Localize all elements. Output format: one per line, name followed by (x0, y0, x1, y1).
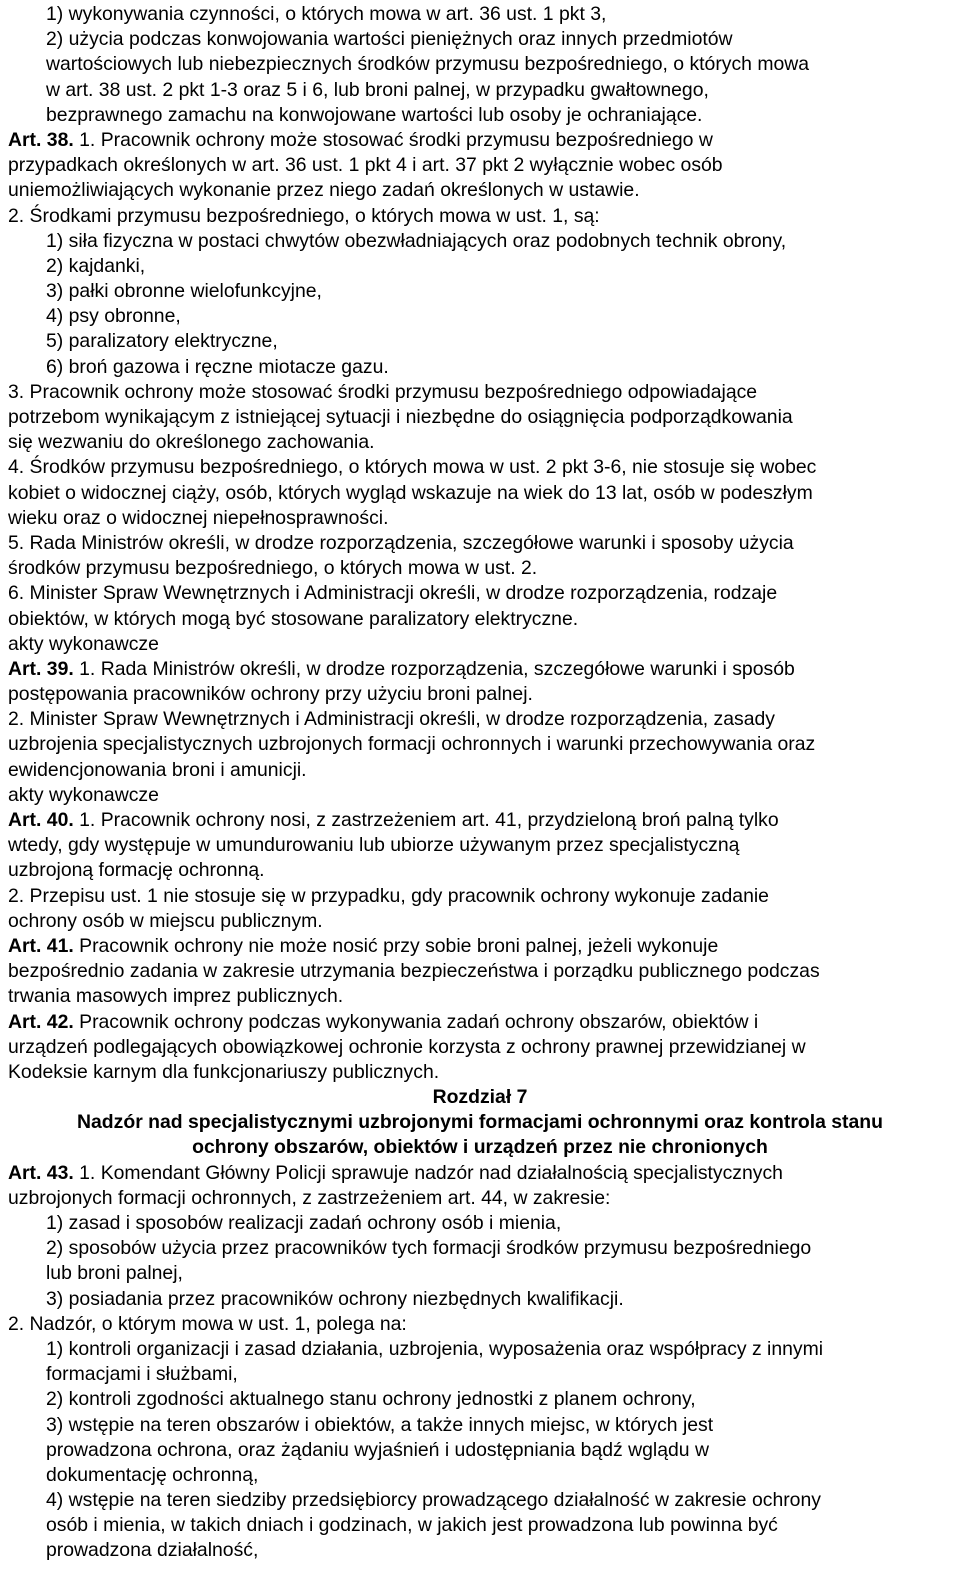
line-text: 1) wykonywania czynności, o których mowa w art. 36 ust. 1 pkt 3, (46, 3, 607, 25)
line-text: w art. 38 ust. 2 pkt 1-3 oraz 5 i 6, lub broni palnej, w przypadku gwałtownego, (46, 78, 709, 101)
text-line (8, 1337, 952, 1362)
line-text: 1) zasad i sposobów realizacji zadań ochrony osób i mienia, (46, 1212, 562, 1234)
line-text: Pracownik ochrony podczas wykonywania zadań ochrony obszarów, obiektów i (73, 1010, 759, 1033)
line-text: potrzebom wynikającym z istniejącej sytuacji i niezbędne do osiągnięcia podporządkowania (8, 406, 793, 428)
line-text: dokumentację ochronną, (46, 1463, 259, 1486)
text-line (8, 808, 952, 833)
line-text: wartościowych lub niebezpiecznych środków przymusu bezpośredniego, o których mowa (46, 53, 810, 76)
text-line (8, 1085, 952, 1110)
line-text: środków przymusu bezpośredniego, o których mowa w ust. 2. (8, 557, 538, 580)
line-text: Pracownik ochrony nie może nosić przy sobie broni palnej, jeżeli wykonuje (73, 934, 719, 957)
text-line (8, 984, 952, 1009)
line-text: uzbrojoną formację ochronną. (8, 859, 265, 882)
line-text: 3. Pracownik ochrony może stosować środki przymusu bezpośredniego odpowiadające (8, 380, 758, 403)
text-line (8, 405, 952, 430)
line-text: akty wykonawcze (8, 632, 159, 655)
line-text: bezpośrednio zadania w zakresie utrzymania bezpieczeństwa i porządku publicznego podczas (8, 960, 820, 983)
text-line (8, 1287, 952, 1312)
text-line (8, 430, 952, 455)
text-line (8, 783, 952, 808)
text-line (8, 279, 952, 304)
text-line (8, 2, 952, 27)
line-text: 2. Środkami przymusu bezpośredniego, o których mowa w ust. 1, są: (8, 204, 600, 227)
line-text: postępowania pracowników ochrony przy użyciu broni palnej. (8, 683, 533, 706)
line-text: 2) użycia podczas konwojowania wartości pieniężnych oraz innych przedmiotów (46, 28, 733, 51)
text-line (8, 481, 952, 506)
text-line (8, 682, 952, 707)
article-number: Art. 39. (8, 657, 74, 680)
line-text: się wezwaniu do określonego zachowania. (8, 431, 375, 454)
text-line (8, 1312, 952, 1337)
line-text: 2. Przepisu ust. 1 nie stosuje się w przypadku, gdy pracownik ochrony wykonuje zadanie (8, 884, 769, 907)
text-line (8, 1010, 952, 1035)
text-line (8, 1161, 952, 1186)
line-text: Rozdział 7 (432, 1086, 528, 1109)
text-line (8, 909, 952, 934)
line-text: 1. Rada Ministrów określi, w drodze rozporządzenia, szczegółowe warunki i sposób (73, 657, 795, 680)
article-number: Art. 40. (8, 809, 74, 831)
line-text: ochrony osób w miejscu publicznym. (8, 909, 323, 932)
text-line (8, 1538, 952, 1563)
text-line (8, 1035, 952, 1060)
line-text: przypadkach określonych w art. 36 ust. 1 pkt 4 i art. 37 pkt 2 wyłącznie wobec osób (8, 154, 723, 177)
article-number: Art. 41. (8, 934, 74, 957)
line-text: bezprawnego zamachu na konwojowane wartości lub osoby je ochraniające. (46, 103, 703, 126)
text-line (8, 884, 952, 909)
line-text: 1) kontroli organizacji i zasad działania, uzbrojenia, wyposażenia oraz współpracy z innymi (46, 1337, 824, 1360)
text-line (8, 1438, 952, 1463)
line-text: akty wykonawcze (8, 783, 159, 806)
text-line (8, 506, 952, 531)
line-text: Kodeksie karnym dla funkcjonariuszy publicznych. (8, 1060, 440, 1083)
line-text: urządzeń podlegających obowiązkowej ochronie korzysta z ochrony prawnej przewidzianej w (8, 1035, 806, 1058)
text-line (8, 833, 952, 858)
line-text: obiektów, w których mogą być stosowane paralizatory elektryczne. (8, 607, 579, 630)
article-number: Art. 42. (8, 1010, 74, 1033)
text-line (8, 1060, 952, 1085)
text-line (8, 581, 952, 606)
text-line (8, 707, 952, 732)
line-text: wieku oraz o widocznej niepełnosprawności. (8, 506, 389, 529)
line-text: osób i mienia, w takich dniach i godzinach, w jakich jest prowadzona lub powinna być (46, 1514, 778, 1537)
article-number: Art. 38. (8, 128, 74, 151)
text-line (8, 355, 952, 380)
line-text: 4) wstępie na teren siedziby przedsiębiorcy prowadzącego działalność w zakresie ochrony (46, 1489, 821, 1512)
line-text: Nadzór nad specjalistycznymi uzbrojonymi formacjami ochronnymi oraz kontrola stanu (77, 1111, 883, 1134)
text-line (8, 329, 952, 354)
line-text: 2) kontroli zgodności aktualnego stanu ochrony jednostki z planem ochrony, (46, 1388, 696, 1411)
text-line (8, 27, 952, 52)
text-line (8, 934, 952, 959)
line-text: 6) broń gazowa i ręczne miotacze gazu. (46, 355, 389, 378)
line-text: prowadzona ochrona, oraz żądaniu wyjaśnień i udostępniania bądź wglądu w (46, 1438, 709, 1461)
line-text: 1. Komendant Główny Policji sprawuje nadzór nad działalnością specjalistycznych (73, 1161, 783, 1184)
line-text: 4) psy obronne, (46, 305, 181, 328)
text-line (8, 52, 952, 77)
line-text: kobiet o widocznej ciąży, osób, których wygląd wskazuje na wiek do 13 lat, osób w podeszłym (8, 481, 813, 504)
line-text: lub broni palnej, (46, 1262, 183, 1285)
text-line (8, 1135, 952, 1160)
line-text: prowadzona działalność, (46, 1539, 259, 1562)
text-line (8, 732, 952, 757)
line-text: formacjami i służbami, (46, 1363, 238, 1386)
text-line (8, 304, 952, 329)
line-text: 5) paralizatory elektryczne, (46, 330, 278, 353)
line-text: trwania masowych imprez publicznych. (8, 985, 344, 1008)
line-text: 1) siła fizyczna w postaci chwytów obezwładniających oraz podobnych technik obrony, (46, 229, 787, 252)
text-line (8, 858, 952, 883)
line-text: wtedy, gdy występuje w umundurowaniu lub ubiorze używanym przez specjalistyczną (8, 834, 740, 857)
text-line (8, 455, 952, 480)
text-line (8, 1463, 952, 1488)
line-text: 1. Pracownik ochrony nosi, z zastrzeżeniem art. 41, przydzieloną broń palną tylko (73, 809, 779, 831)
text-line (8, 254, 952, 279)
line-text: uzbrojenia specjalistycznych uzbrojonych formacji ochronnych i warunki przechowywania oraz (8, 733, 816, 756)
text-line (8, 1261, 952, 1286)
line-text: 3) pałki obronne wielofunkcyjne, (46, 280, 322, 303)
text-line (8, 531, 952, 556)
text-line (8, 632, 952, 657)
line-text: ochrony obszarów, obiektów i urządzeń przez nie chronionych (192, 1136, 768, 1159)
line-text: 3) wstępie na teren obszarów i obiektów, a także innych miejsc, w których jest (46, 1413, 714, 1436)
text-line (8, 1211, 952, 1236)
text-line (8, 1488, 952, 1513)
text-line (8, 1110, 952, 1135)
text-line (8, 959, 952, 984)
text-line (8, 1387, 952, 1412)
line-text: 2. Minister Spraw Wewnętrznych i Administracji określi, w drodze rozporządzenia, zasady (8, 708, 775, 731)
line-text: uniemożliwiających wykonanie przez niego zadań określonych w ustawie. (8, 179, 640, 202)
text-line (8, 607, 952, 632)
article-number: Art. 43. (8, 1161, 74, 1184)
line-text: 4. Środków przymusu bezpośredniego, o których mowa w ust. 2 pkt 3-6, nie stosuje się wobec (8, 456, 817, 479)
text-line (8, 128, 952, 153)
line-text: 1. Pracownik ochrony może stosować środki przymusu bezpośredniego w (73, 128, 713, 151)
line-text: ewidencjonowania broni i amunicji. (8, 758, 307, 781)
line-text: 5. Rada Ministrów określi, w drodze rozporządzenia, szczegółowe warunki i sposoby użycia (8, 531, 794, 554)
line-text: 2. Nadzór, o którym mowa w ust. 1, polega na: (8, 1312, 407, 1335)
text-line (8, 1186, 952, 1211)
text-line (8, 229, 952, 254)
text-line (8, 78, 952, 103)
text-line (8, 380, 952, 405)
text-line (8, 1362, 952, 1387)
line-text: 2) kajdanki, (46, 254, 146, 277)
text-line (8, 1513, 952, 1538)
line-text: 3) posiadania przez pracowników ochrony niezbędnych kwalifikacji. (46, 1287, 624, 1310)
text-line (8, 204, 952, 229)
line-text: 2) sposobów użycia przez pracowników tych formacji środków przymusu bezpośredniego (46, 1237, 812, 1260)
text-line (8, 1413, 952, 1438)
text-line (8, 657, 952, 682)
text-line (8, 758, 952, 783)
text-line (8, 153, 952, 178)
text-line (8, 103, 952, 128)
line-text: uzbrojonych formacji ochronnych, z zastrzeżeniem art. 44, w zakresie: (8, 1186, 611, 1209)
line-text: 6. Minister Spraw Wewnętrznych i Administracji określi, w drodze rozporządzenia, rodzaje (8, 582, 778, 605)
text-line (8, 556, 952, 581)
text-line (8, 178, 952, 203)
text-line (8, 1236, 952, 1261)
